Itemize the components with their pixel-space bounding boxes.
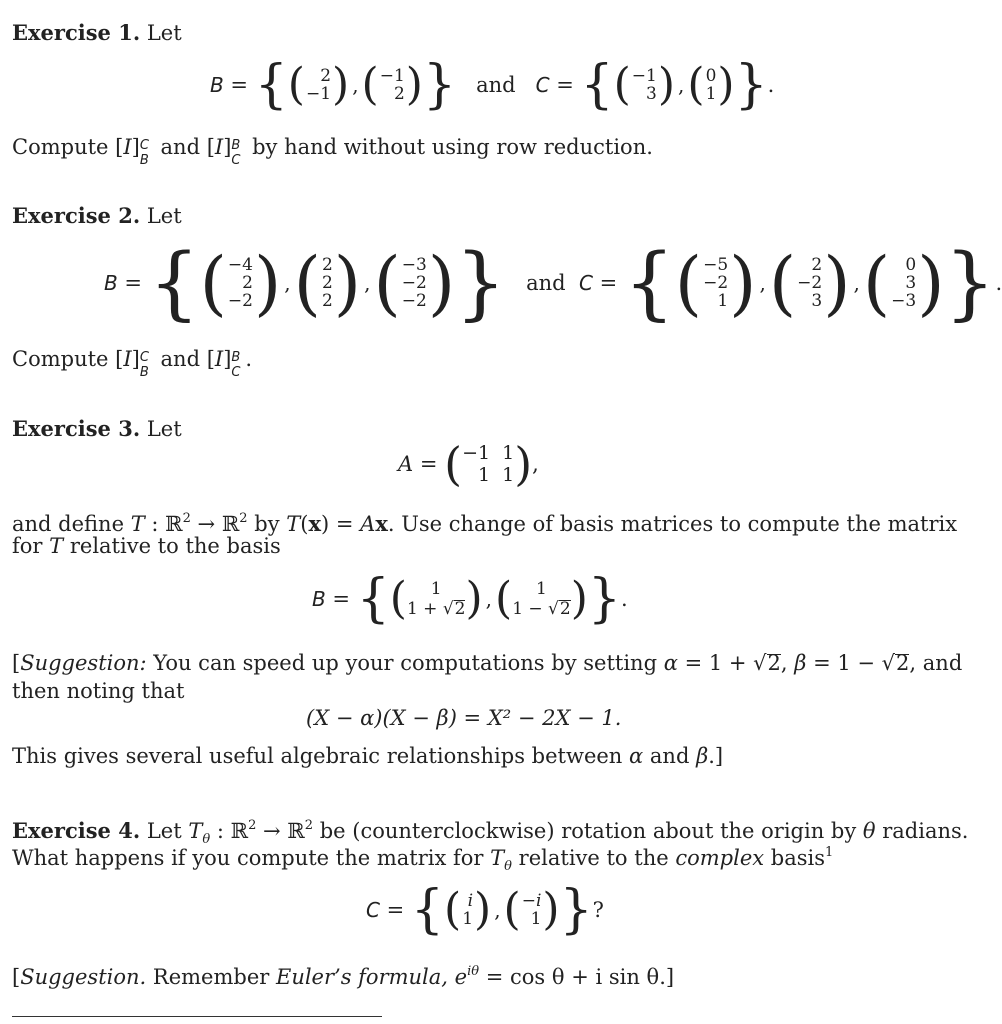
ex3-matrix-A: A = ( −1 1 1 1 ) , <box>398 437 539 491</box>
ex4-line2: What happens if you compute the matrix for $T_\theta$ relative to the complex basis$^1$ <box>12 845 834 874</box>
ex1-basis-equation: B = { ( 2 −1 ) , ( −1 2 ) } and C = { ( −1 3 ) , ( 0 1 ) } . <box>210 55 775 115</box>
ex4-suggestion: [Suggestion. Remember Euler’s formula, $e^{i\theta} = \cos \theta + i$ sin θ.] <box>12 964 675 989</box>
ex3-for-line: for T relative to the basis <box>12 534 281 558</box>
ex1-heading-line <box>12 20 182 46</box>
ex3-heading-line: Exercise 3. Let <box>12 416 182 441</box>
ex3-suggestion-line2: then noting that <box>12 679 185 703</box>
ex3-suggestion-line1: [Suggestion: You can speed up your computations by setting α = 1 + √2, β = 1 − √2, and <box>12 651 963 675</box>
ex2-title: Exercise 2. <box>12 203 141 228</box>
ex3-gives-line: This gives several useful algebraic relationships between α and β.] <box>12 744 724 768</box>
ex1-let: Let <box>146 21 182 45</box>
ex2-heading-line: Exercise 2. Let <box>12 203 182 228</box>
ex4-complex-basis-equation: C = { ( i 1 ) , ( −i 1 ) } ? <box>366 880 604 940</box>
ex3-title: Exercise 3. <box>12 416 141 441</box>
footnote-rule <box>12 1016 382 1017</box>
ex1-title: Exercise 1. <box>12 20 141 45</box>
ex1-compute-line: Compute [I] C B and [I] B C by hand without using row reduction. <box>12 135 653 168</box>
ex1-and: and <box>476 73 516 97</box>
ex3-basis-equation: B = { ( 1 1 + √2 ) , ( 1 1 − √2 ) } . <box>312 569 628 629</box>
ex2-compute-line: Compute [I] C B and [I] B C . <box>12 347 253 380</box>
ex3-polynomial-identity: (X − α)(X − β) = X² − 2X − 1. <box>306 706 622 730</box>
ex4-line1: Exercise 4. Let $T_\theta$ : ℝ$^2$ → ℝ$^2$ be (counterclockwise) rotation about the origin by θ radians. <box>12 818 969 847</box>
ex3-define-line: and define T : ℝ$^2$ → ℝ$^2$ by T(x) = Ax. Use change of basis matrices to compute the matrix <box>12 511 958 536</box>
ex2-basis-equation: B = { ( −4 2 −2 ) , ( 2 2 2 ) , ( −3 −2 −2 ) } and C = { ( −5 −2 1 ) , ( 2 −2 3 ) , ( 0 3 −3 ) } . <box>104 236 1002 329</box>
ex4-title: Exercise 4. <box>12 818 141 843</box>
